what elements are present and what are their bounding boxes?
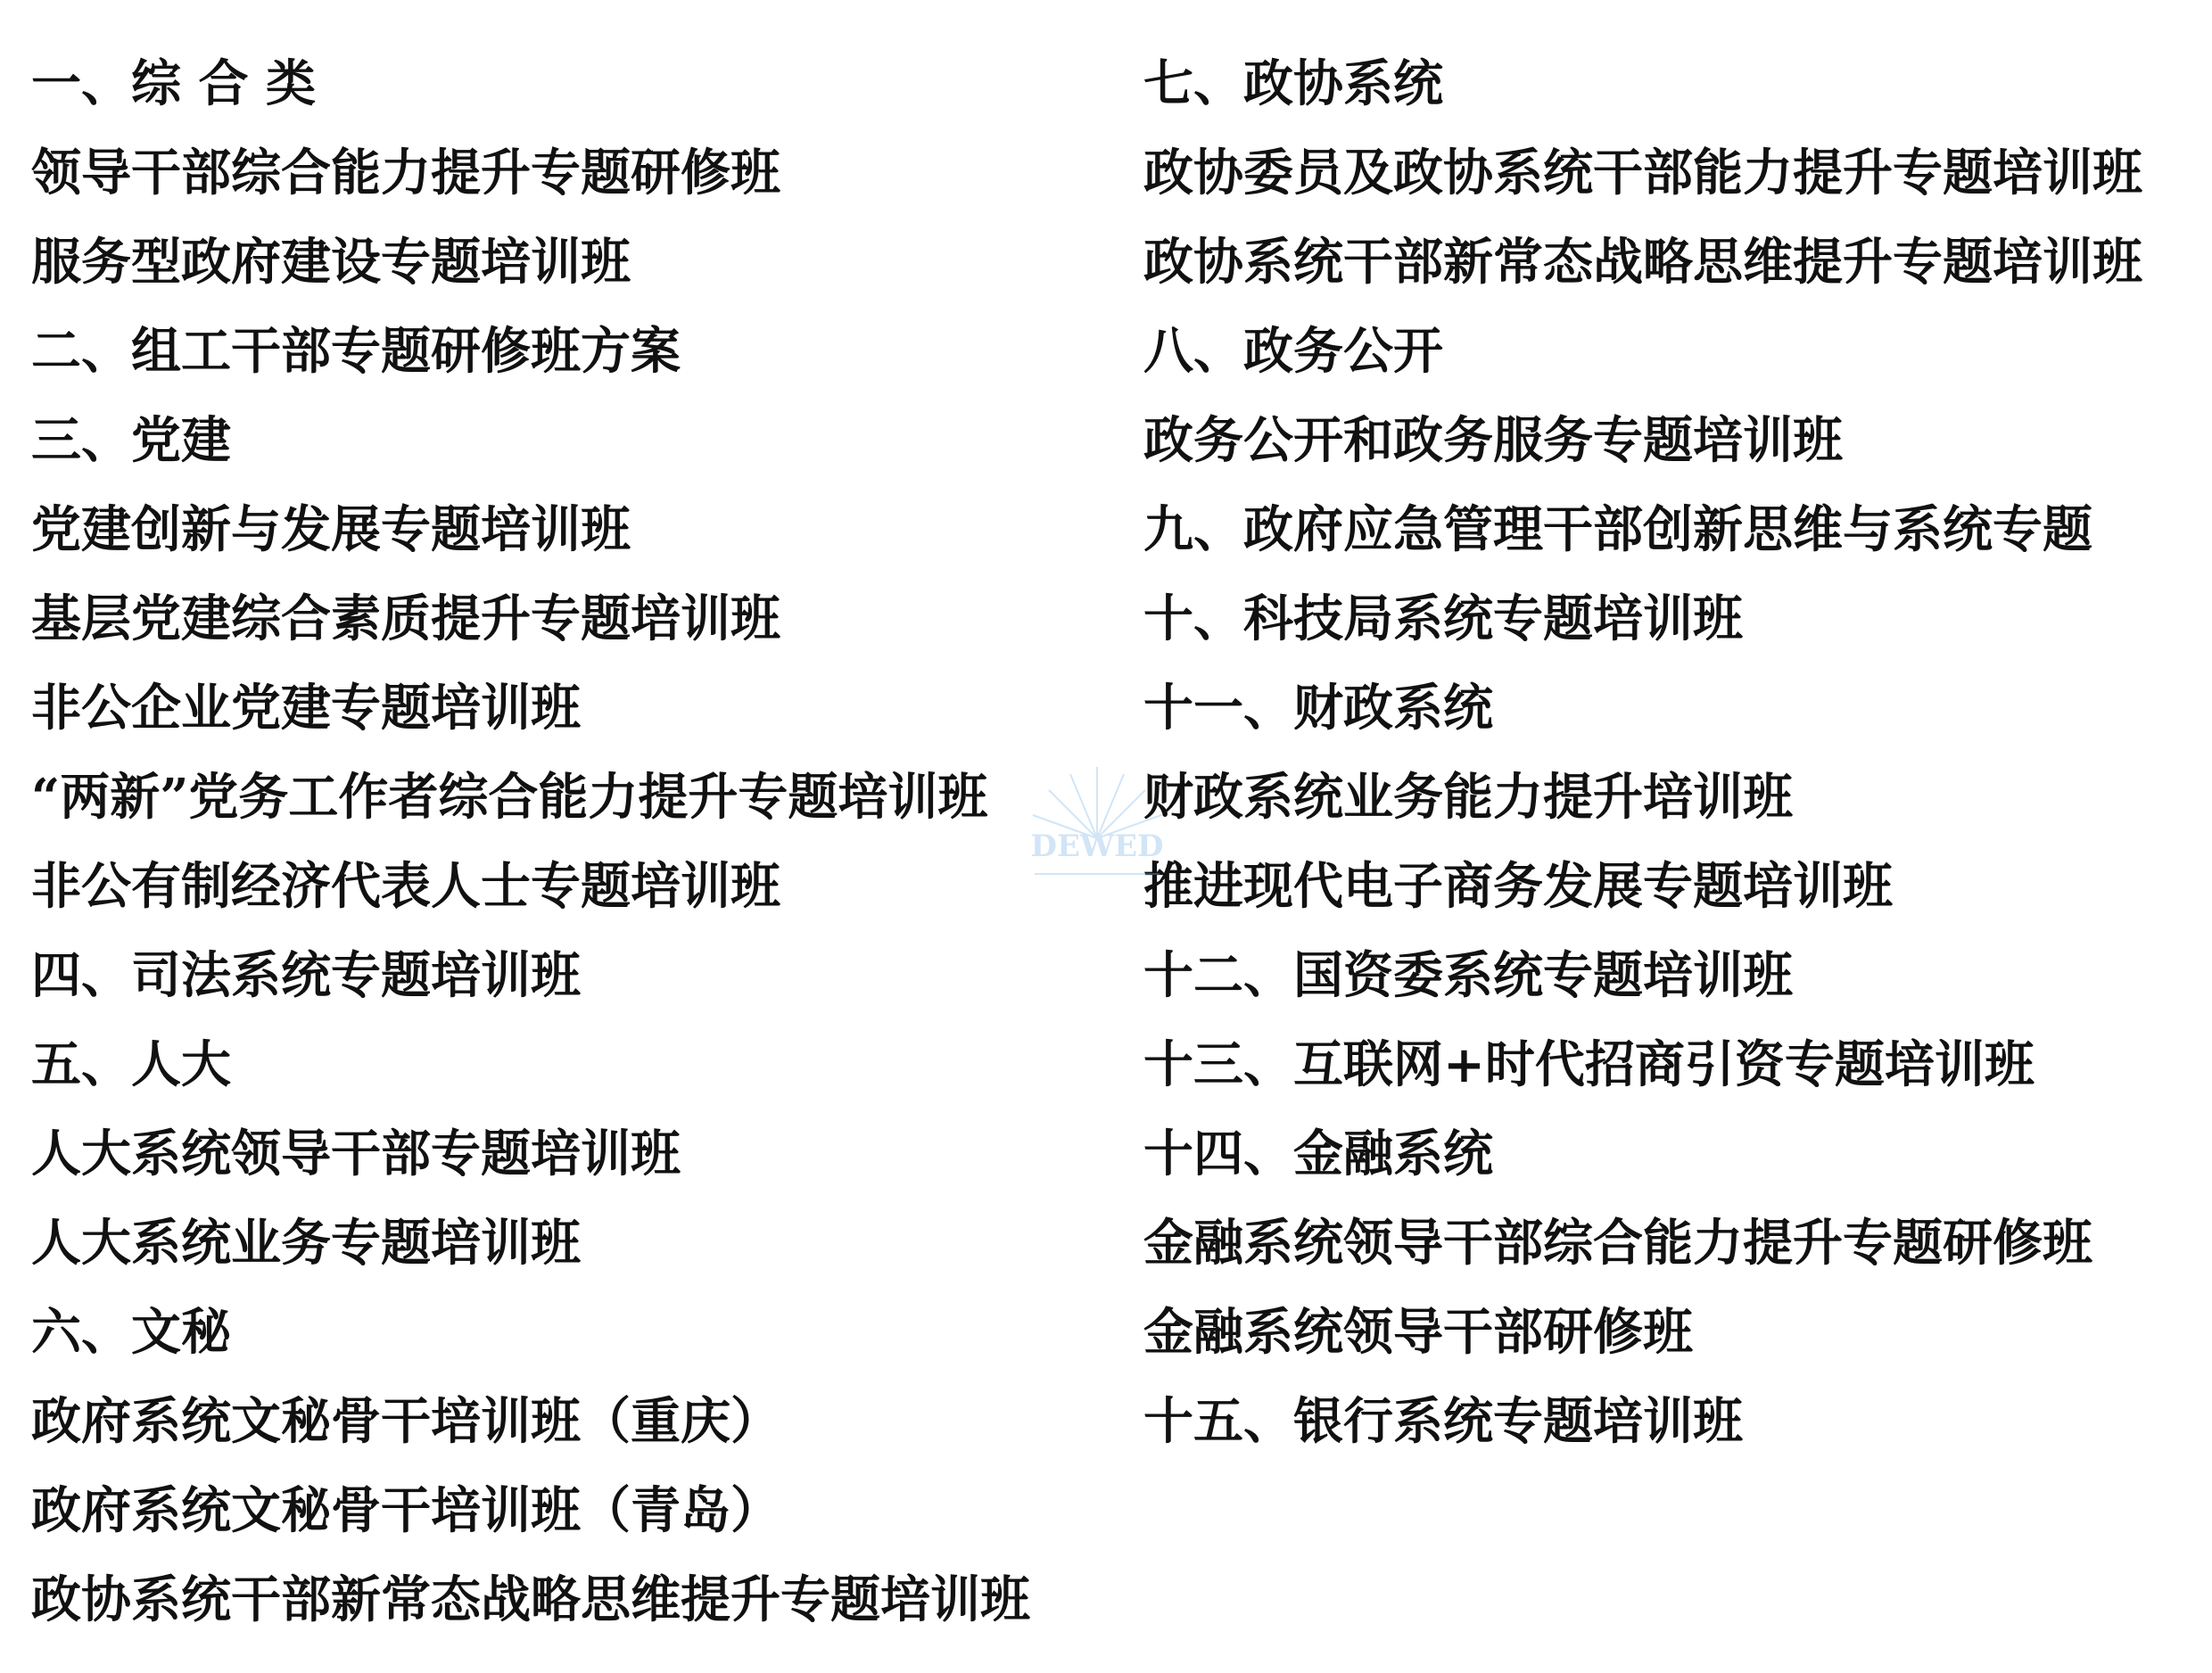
left-list-item: 党建创新与发展专题培训班 [31,500,631,559]
left-list-item: 政府系统文秘骨干培训班（青岛） [31,1481,780,1540]
left-list-item: 人大系统业务专题培训班 [31,1214,581,1273]
left-list-item: 领导干部综合能力提升专题研修班 [31,144,780,202]
left-list-item: 非公有制经济代表人士专题培训班 [31,857,780,916]
left-list-item: 人大系统领导干部专题培训班 [31,1125,681,1183]
left-list-item: 三、党建 [31,411,231,470]
right-list-item: 十、科技局系统专题培训班 [1143,589,1743,648]
right-list-item: 财政系统业务能力提升培训班 [1143,768,1793,827]
left-list-item: 一、综 合 类 [31,54,316,113]
right-list-item: 七、政协系统 [1143,54,1443,113]
right-list-item: 金融系统领导干部研修班 [1143,1303,1693,1362]
right-list-item: 九、政府应急管理干部创新思维与系统专题 [1143,500,2092,559]
left-list-item: 五、人大 [31,1035,231,1094]
right-list-item: 金融系统领导干部综合能力提升专题研修班 [1143,1214,2092,1273]
left-list-item: 服务型政府建设专题培训班 [31,233,631,292]
left-list-item: “两新”党务工作者综合能力提升专题培训班 [31,768,988,827]
sunburst-icon [1033,767,1161,838]
left-list-item: 四、司法系统专题培训班 [31,946,581,1005]
right-list-item: 十三、互联网+时代招商引资专题培训班 [1143,1035,2035,1094]
right-list-item: 八、政务公开 [1143,322,1443,381]
left-list-item: 二、组工干部专题研修班方案 [31,322,681,381]
left-list-item: 政协系统干部新常态战略思维提升专题培训班 [31,1570,1030,1629]
left-list-item: 基层党建综合素质提升专题培训班 [31,589,780,648]
left-list-item: 六、文秘 [31,1303,231,1362]
right-list-item: 十一、财政系统 [1143,679,1493,738]
left-list-item: 非公企业党建专题培训班 [31,679,581,738]
right-list-item: 推进现代电子商务发展专题培训班 [1143,857,1893,916]
right-list-item: 政协委员及政协系统干部能力提升专题培训班 [1143,144,2142,202]
watermark-text: DEWED [1030,828,1164,864]
right-list-item: 政协系统干部新常态战略思维提升专题培训班 [1143,233,2142,292]
watermark-logo [1017,758,1177,910]
right-list-item: 十四、金融系统 [1143,1125,1493,1183]
left-list-item: 政府系统文秘骨干培训班（重庆） [31,1392,780,1451]
right-list-item: 政务公开和政务服务专题培训班 [1143,411,1843,470]
right-list-item: 十五、银行系统专题培训班 [1143,1392,1743,1451]
right-list-item: 十二、国资委系统专题培训班 [1143,946,1793,1005]
